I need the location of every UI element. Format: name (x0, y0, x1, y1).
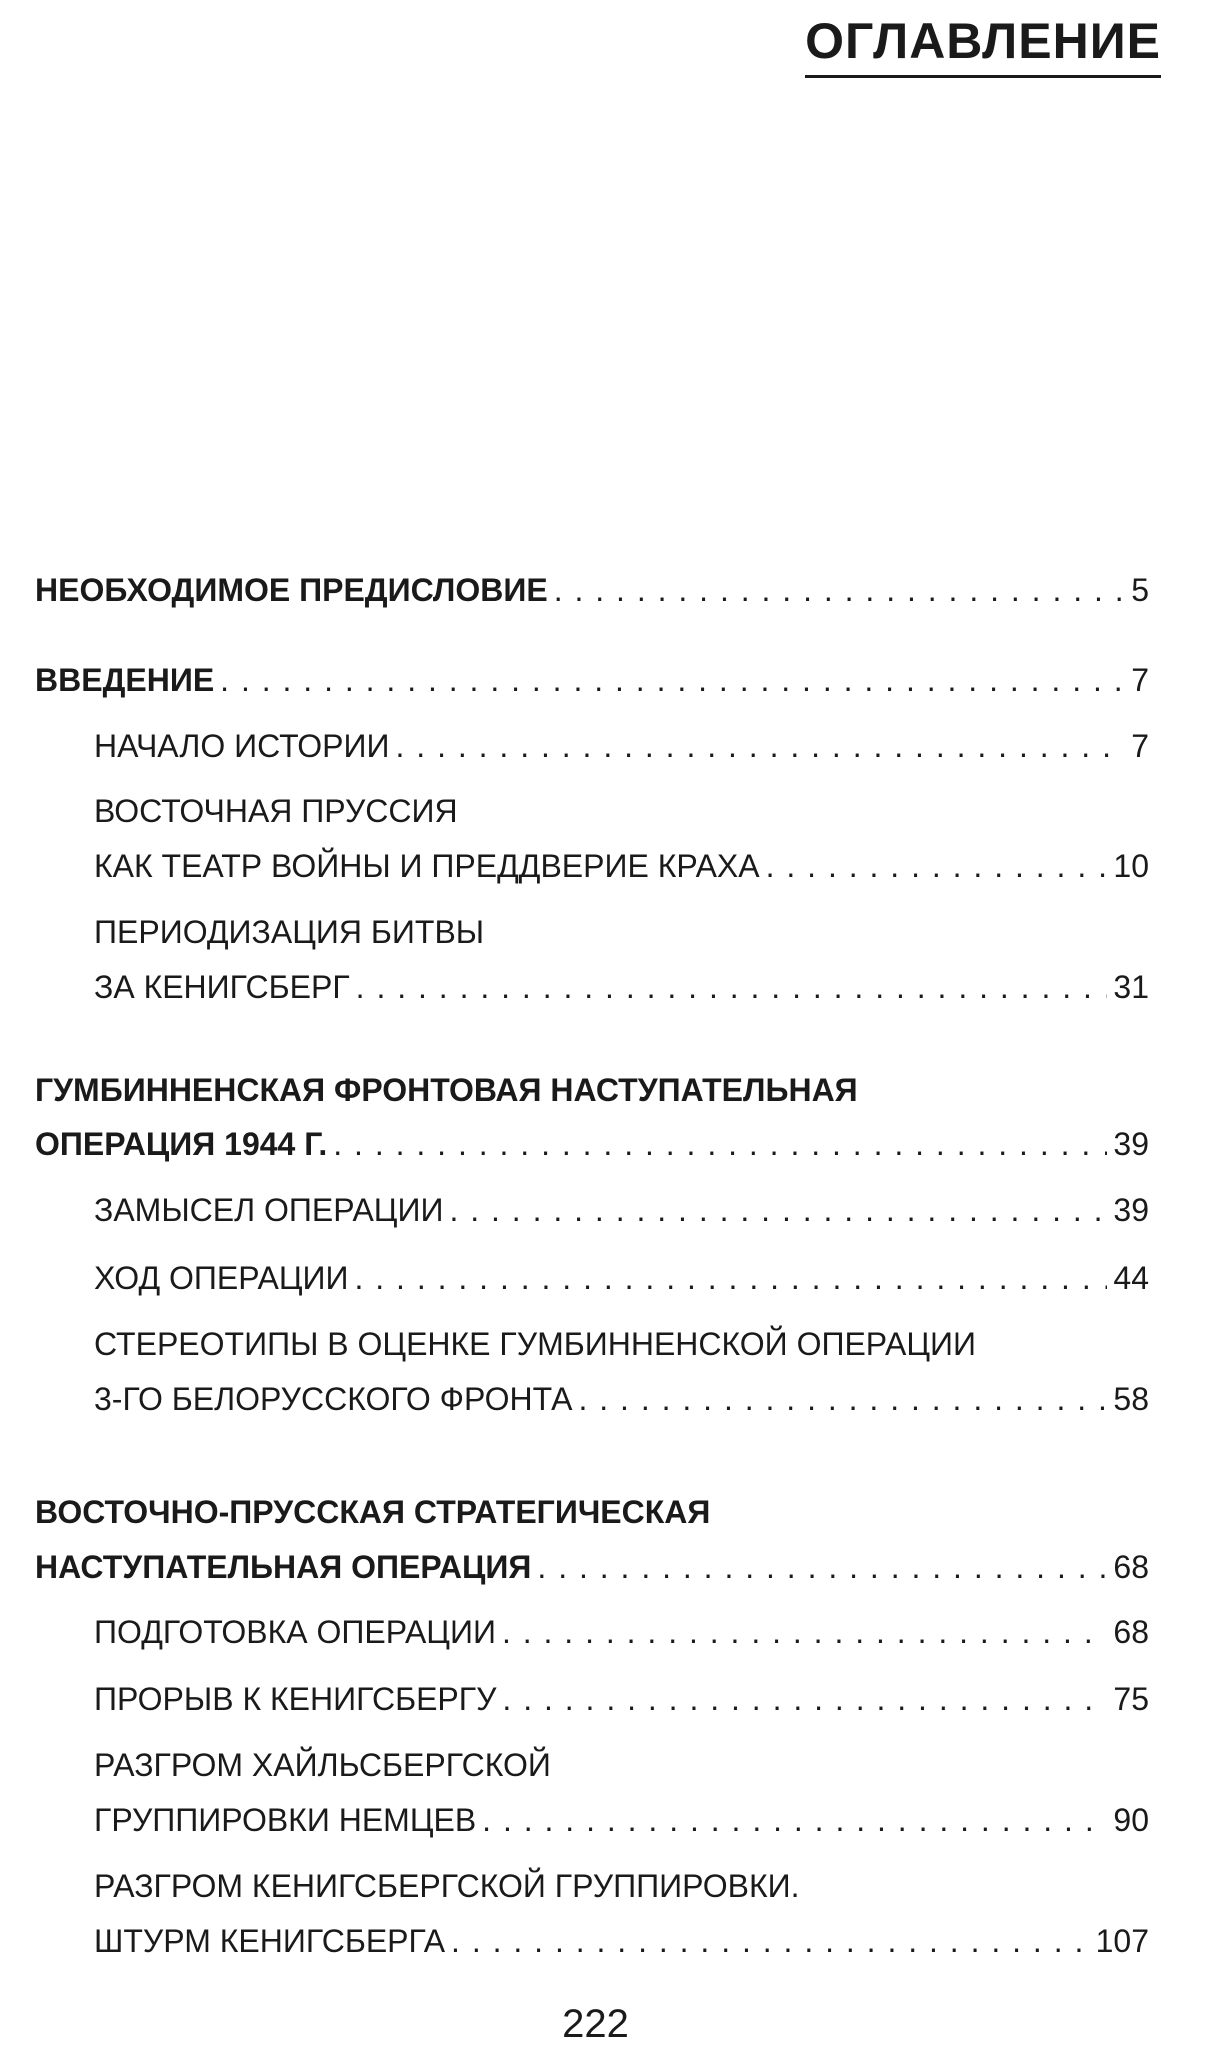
toc-entry-page: 10 (1113, 848, 1149, 884)
toc-entry-title: ГРУППИРОВКИ НЕМЦЕВ (94, 1802, 477, 1838)
page-number: 222 (562, 2002, 629, 2046)
toc-entry-page: 31 (1113, 969, 1149, 1005)
toc-entry-title: КАК ТЕАТР ВОЙНЫ И ПРЕДДВЕРИЕ КРАХА (94, 848, 760, 884)
dot-leader (396, 724, 1126, 768)
toc-entry-stereotypes[interactable] (94, 1377, 1149, 1421)
toc-entry-title: НАЧАЛО ИСТОРИИ (94, 728, 390, 764)
toc-entry-east-prussian-operation[interactable] (35, 1545, 1149, 1589)
dot-leader (354, 1256, 1107, 1300)
toc-entry-page: 39 (1113, 1192, 1149, 1228)
dot-leader (482, 1798, 1107, 1842)
toc-entry-title: ХОД ОПЕРАЦИИ (94, 1260, 349, 1296)
toc-entry-title-line1: РАЗГРОМ ХАЙЛЬСБЕРГСКОЙ (94, 1747, 551, 1783)
toc-entry-title: ОПЕРАЦИЯ 1944 Г. (35, 1126, 328, 1162)
toc-entry-page: 68 (1113, 1614, 1149, 1650)
dot-leader (333, 1122, 1107, 1166)
dot-leader (449, 1188, 1107, 1232)
toc-entry-page: 107 (1095, 1923, 1149, 1959)
toc-entry-title: ВВЕДЕНИЕ (35, 662, 215, 698)
dot-leader (356, 965, 1108, 1009)
toc-entry-title: ШТУРМ КЕНИГСБЕРГА (94, 1923, 446, 1959)
toc-entry-east-prussia[interactable] (94, 844, 1149, 888)
toc-entry-preparation[interactable] (94, 1610, 1149, 1654)
toc-entry-page: 39 (1113, 1126, 1149, 1162)
dot-leader (502, 1610, 1107, 1654)
toc-entry-course[interactable] (94, 1256, 1149, 1300)
toc-entry-heilsberg-line1[interactable] (94, 1743, 1149, 1787)
page-title: ОГЛАВЛЕНИЕ (805, 14, 1161, 78)
toc-entry-east-prussian-operation-line1[interactable] (35, 1490, 1149, 1534)
toc-entry-gumbinnen-line1[interactable] (35, 1068, 1149, 1112)
toc-entry-heilsberg[interactable] (94, 1798, 1149, 1842)
dot-leader (554, 568, 1126, 612)
toc-entry-page: 44 (1113, 1260, 1149, 1296)
dot-leader (766, 844, 1108, 888)
toc-entry-title-line1: РАЗГРОМ КЕНИГСБЕРГСКОЙ ГРУППИРОВКИ. (94, 1868, 800, 1904)
toc-entry-title: ПОДГОТОВКА ОПЕРАЦИИ (94, 1614, 496, 1650)
toc-entry-title-line1: ВОСТОЧНАЯ ПРУССИЯ (94, 793, 458, 829)
dot-leader (537, 1545, 1107, 1589)
dot-leader (451, 1919, 1090, 1963)
toc-entry-gumbinnen[interactable] (35, 1122, 1149, 1166)
toc-entry-page: 68 (1113, 1549, 1149, 1585)
toc-entry-preface[interactable] (35, 568, 1149, 612)
toc-entry-title: ЗАМЫСЕЛ ОПЕРАЦИИ (94, 1192, 444, 1228)
toc-entry-title: 3-ГО БЕЛОРУССКОГО ФРОНТА (94, 1381, 573, 1417)
toc-entry-periodization[interactable] (94, 965, 1149, 1009)
toc-entry-east-prussia-line1[interactable] (94, 789, 1149, 833)
toc-entry-title: НЕОБХОДИМОЕ ПРЕДИСЛОВИЕ (35, 572, 548, 608)
toc-entry-introduction[interactable] (35, 658, 1149, 702)
toc-entry-history-beginning[interactable] (94, 724, 1149, 768)
dot-leader (502, 1677, 1107, 1721)
toc-entry-title-line1: ПЕРИОДИЗАЦИЯ БИТВЫ (94, 914, 485, 950)
toc-entry-page: 7 (1131, 662, 1149, 698)
toc-entry-title: ПРОРЫВ К КЕНИГСБЕРГУ (94, 1681, 497, 1717)
toc-entry-title: НАСТУПАТЕЛЬНАЯ ОПЕРАЦИЯ (35, 1549, 532, 1585)
toc-entry-page: 75 (1113, 1681, 1149, 1717)
toc-entry-title: ЗА КЕНИГСБЕРГ (94, 969, 350, 1005)
toc-entry-title-line1: СТЕРЕОТИПЫ В ОЦЕНКЕ ГУМБИННЕНСКОЙ ОПЕРАЦИИ (94, 1326, 977, 1362)
toc-entry-title-line1: ГУМБИННЕНСКАЯ ФРОНТОВАЯ НАСТУПАТЕЛЬНАЯ (35, 1072, 858, 1108)
toc-entry-konigsberg-storm[interactable] (94, 1919, 1149, 1963)
toc-entry-page: 90 (1113, 1802, 1149, 1838)
dot-leader (220, 658, 1125, 702)
toc-entry-konigsberg-storm-line1[interactable] (94, 1864, 1149, 1908)
toc-entry-concept[interactable] (94, 1188, 1149, 1232)
toc-entry-stereotypes-line1[interactable] (94, 1322, 1149, 1366)
toc-entry-page: 58 (1113, 1381, 1149, 1417)
toc-entry-page: 5 (1131, 572, 1149, 608)
toc-entry-breakthrough[interactable] (94, 1677, 1149, 1721)
dot-leader (578, 1377, 1107, 1421)
toc-entry-title-line1: ВОСТОЧНО-ПРУССКАЯ СТРАТЕГИЧЕСКАЯ (35, 1494, 711, 1530)
toc-entry-page: 7 (1131, 728, 1149, 764)
toc-entry-periodization-line1[interactable] (94, 910, 1149, 954)
